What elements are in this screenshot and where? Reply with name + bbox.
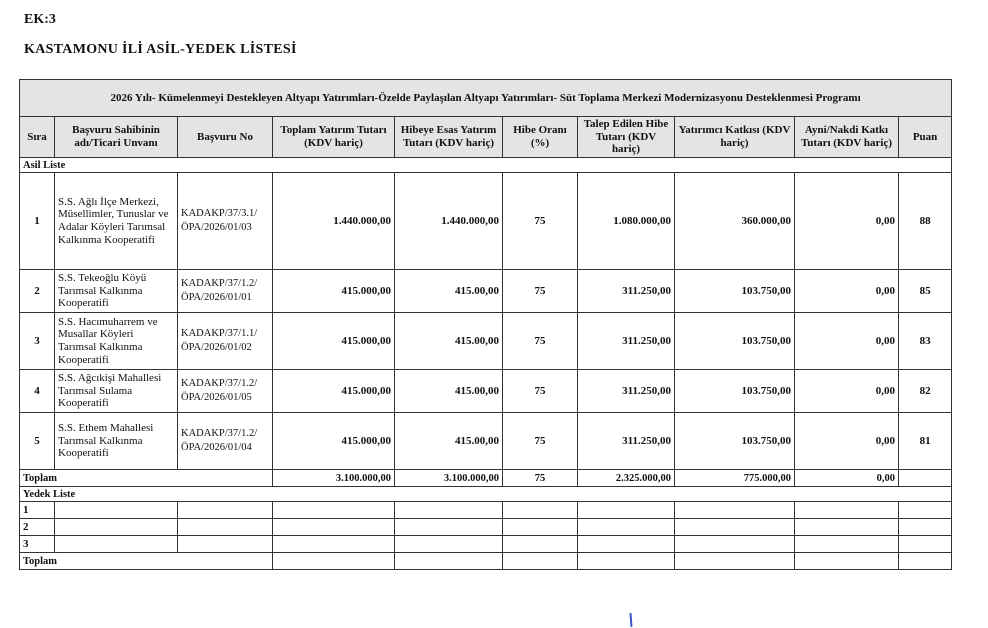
table-row bbox=[20, 370, 952, 413]
cell-puan: 83 bbox=[899, 313, 952, 370]
cell-ayni-nakdi: 0,00 bbox=[795, 413, 899, 470]
cell-puan: 88 bbox=[899, 173, 952, 270]
cell-puan: 81 bbox=[899, 413, 952, 470]
cell-toplam: 415.000,00 bbox=[273, 413, 395, 470]
cell-sira: 2 bbox=[20, 519, 55, 536]
yedek-row bbox=[20, 502, 952, 519]
cell-yatirimci-katkisi: 360.000,00 bbox=[675, 173, 795, 270]
cell-empty bbox=[578, 536, 675, 553]
cell-toplam: 415.000,00 bbox=[273, 313, 395, 370]
yedek-row bbox=[20, 536, 952, 553]
yedek-section-row bbox=[20, 487, 952, 502]
cell-empty bbox=[899, 536, 952, 553]
asil-yedek-table bbox=[19, 79, 952, 570]
cell-talep: 311.250,00 bbox=[578, 313, 675, 370]
col-header-sira: Sıra bbox=[20, 117, 55, 158]
cell-talep: 1.080.000,00 bbox=[578, 173, 675, 270]
cell-yatirimci-katkisi: 103.750,00 bbox=[675, 370, 795, 413]
cell-empty bbox=[675, 553, 795, 570]
col-header-talep: Talep Edilen Hibe Tutarı (KDV hariç) bbox=[578, 117, 675, 158]
cell-empty bbox=[503, 519, 578, 536]
cell-sira: 5 bbox=[20, 413, 55, 470]
col-header-yatirimci-katkisi: Yatırımcı Katkısı (KDV hariç) bbox=[675, 117, 795, 158]
cell-empty bbox=[395, 553, 503, 570]
cell-empty bbox=[795, 502, 899, 519]
cell-toplam: 415.000,00 bbox=[273, 370, 395, 413]
cell-basvuru-no: KADAKP/37/1.2/ ÖPA/2026/01/01 bbox=[178, 270, 273, 313]
cell-yatirimci-katkisi: 103.750,00 bbox=[675, 413, 795, 470]
cell-empty bbox=[503, 502, 578, 519]
cell-ayni-nakdi: 0,00 bbox=[795, 270, 899, 313]
cell-yatirimci-katkisi: 103.750,00 bbox=[675, 270, 795, 313]
cell-empty bbox=[503, 553, 578, 570]
table-row bbox=[20, 313, 952, 370]
cell-sira: 3 bbox=[20, 536, 55, 553]
cell-empty bbox=[675, 502, 795, 519]
cell-yatirimci-katkisi: 103.750,00 bbox=[675, 313, 795, 370]
cell-basvuru-no: KADAKP/37/1.1/ ÖPA/2026/01/02 bbox=[178, 313, 273, 370]
cell-basvuru-no: KADAKP/37/1.2/ ÖPA/2026/01/05 bbox=[178, 370, 273, 413]
program-title: 2026 Yılı- Kümelenmeyi Destekleyen Altyapı Yatırımları-Özelde Paylaşılan Altyapı Yatırımları- Süt Toplama Merkezi Modernizasyonu Desteklenmesi Programı bbox=[20, 80, 952, 117]
cell-talep: 311.250,00 bbox=[578, 370, 675, 413]
cell-ayni-nakdi: 0,00 bbox=[795, 313, 899, 370]
yedek-total-row bbox=[20, 553, 952, 570]
yedek-total-label: Toplam bbox=[20, 553, 273, 570]
col-header-hibe-orani: Hibe Oranı (%) bbox=[503, 117, 578, 158]
cell-empty bbox=[578, 553, 675, 570]
document-heading: KASTAMONU İLİ ASİL-YEDEK LİSTESİ bbox=[24, 42, 297, 57]
asil-section-label: Asil Liste bbox=[20, 158, 952, 173]
yedek-row bbox=[20, 519, 952, 536]
total-talep: 2.325.000,00 bbox=[578, 470, 675, 487]
yedek-section-label: Yedek Liste bbox=[20, 487, 952, 502]
col-header-basvuru-no: Başvuru No bbox=[178, 117, 273, 158]
cell-toplam: 415.000,00 bbox=[273, 270, 395, 313]
cell-sira: 3 bbox=[20, 313, 55, 370]
cell-empty bbox=[675, 536, 795, 553]
cell-toplam: 1.440.000,00 bbox=[273, 173, 395, 270]
cell-empty bbox=[55, 519, 178, 536]
cell-name: S.S. Ethem Mahallesi Tarımsal Kalkınma Kooperatifi bbox=[55, 413, 178, 470]
table-row bbox=[20, 270, 952, 313]
col-header-hibeye-esas: Hibeye Esas Yatırım Tutarı (KDV hariç) bbox=[395, 117, 503, 158]
total-hibeye-esas: 3.100.000,00 bbox=[395, 470, 503, 487]
cell-empty bbox=[675, 519, 795, 536]
total-puan bbox=[899, 470, 952, 487]
cell-empty bbox=[795, 553, 899, 570]
cell-hibeye-esas: 415.00,00 bbox=[395, 370, 503, 413]
cell-hibeye-esas: 415.00,00 bbox=[395, 413, 503, 470]
cell-basvuru-no: KADAKP/37/1.2/ ÖPA/2026/01/04 bbox=[178, 413, 273, 470]
cell-empty bbox=[178, 536, 273, 553]
cell-sira: 1 bbox=[20, 502, 55, 519]
cell-empty bbox=[395, 536, 503, 553]
annex-label: EK:3 bbox=[24, 12, 56, 27]
cell-hibe-orani: 75 bbox=[503, 270, 578, 313]
asil-section-row bbox=[20, 158, 952, 173]
cell-name: S.S. Tekeoğlu Köyü Tarımsal Kalkınma Kooperatifi bbox=[55, 270, 178, 313]
cell-empty bbox=[178, 502, 273, 519]
cell-ayni-nakdi: 0,00 bbox=[795, 173, 899, 270]
col-header-ayni-nakdi: Ayni/Nakdi Katkı Tutarı (KDV hariç) bbox=[795, 117, 899, 158]
cell-sira: 1 bbox=[20, 173, 55, 270]
cell-hibeye-esas: 1.440.000,00 bbox=[395, 173, 503, 270]
cell-talep: 311.250,00 bbox=[578, 413, 675, 470]
cell-empty bbox=[273, 519, 395, 536]
cell-hibe-orani: 75 bbox=[503, 173, 578, 270]
cell-name: S.S. Hacımuharrem ve Musallar Köyleri Tarımsal Kalkınma Kooperatifi bbox=[55, 313, 178, 370]
table-row bbox=[20, 413, 952, 470]
cell-empty bbox=[55, 536, 178, 553]
cell-hibeye-esas: 415.00,00 bbox=[395, 270, 503, 313]
cell-empty bbox=[178, 519, 273, 536]
cell-empty bbox=[578, 519, 675, 536]
cell-hibe-orani: 75 bbox=[503, 313, 578, 370]
asil-total-row bbox=[20, 470, 952, 487]
cell-empty bbox=[578, 502, 675, 519]
total-label: Toplam bbox=[20, 470, 273, 487]
cell-puan: 82 bbox=[899, 370, 952, 413]
cell-empty bbox=[273, 502, 395, 519]
total-yatirimci-katkisi: 775.000,00 bbox=[675, 470, 795, 487]
table-row bbox=[20, 173, 952, 270]
total-ayni-nakdi: 0,00 bbox=[795, 470, 899, 487]
col-header-puan: Puan bbox=[899, 117, 952, 158]
cell-hibe-orani: 75 bbox=[503, 370, 578, 413]
pen-mark bbox=[630, 613, 633, 627]
cell-empty bbox=[273, 553, 395, 570]
cell-empty bbox=[899, 502, 952, 519]
cell-sira: 4 bbox=[20, 370, 55, 413]
cell-empty bbox=[503, 536, 578, 553]
header-row bbox=[20, 117, 952, 158]
total-hibe-orani: 75 bbox=[503, 470, 578, 487]
cell-empty bbox=[795, 536, 899, 553]
cell-puan: 85 bbox=[899, 270, 952, 313]
col-header-toplam: Toplam Yatırım Tutarı (KDV hariç) bbox=[273, 117, 395, 158]
cell-sira: 2 bbox=[20, 270, 55, 313]
program-title-row bbox=[20, 80, 952, 117]
cell-hibeye-esas: 415.00,00 bbox=[395, 313, 503, 370]
cell-talep: 311.250,00 bbox=[578, 270, 675, 313]
cell-empty bbox=[55, 502, 178, 519]
col-header-name: Başvuru Sahibinin adı/Ticari Unvanı bbox=[55, 117, 178, 158]
cell-empty bbox=[395, 519, 503, 536]
cell-empty bbox=[899, 553, 952, 570]
cell-empty bbox=[899, 519, 952, 536]
cell-ayni-nakdi: 0,00 bbox=[795, 370, 899, 413]
cell-empty bbox=[395, 502, 503, 519]
cell-empty bbox=[273, 536, 395, 553]
cell-name: S.S. Ağcıkişi Mahallesi Tarımsal Sulama Kooperatifi bbox=[55, 370, 178, 413]
cell-hibe-orani: 75 bbox=[503, 413, 578, 470]
cell-basvuru-no: KADAKP/37/3.1/ ÖPA/2026/01/03 bbox=[178, 173, 273, 270]
cell-empty bbox=[795, 519, 899, 536]
total-toplam: 3.100.000,00 bbox=[273, 470, 395, 487]
cell-name: S.S. Ağlı İlçe Merkezi, Müsellimler, Tunuslar ve Adalar Köyleri Tarımsal Kalkınma Kooperatifi bbox=[55, 173, 178, 270]
